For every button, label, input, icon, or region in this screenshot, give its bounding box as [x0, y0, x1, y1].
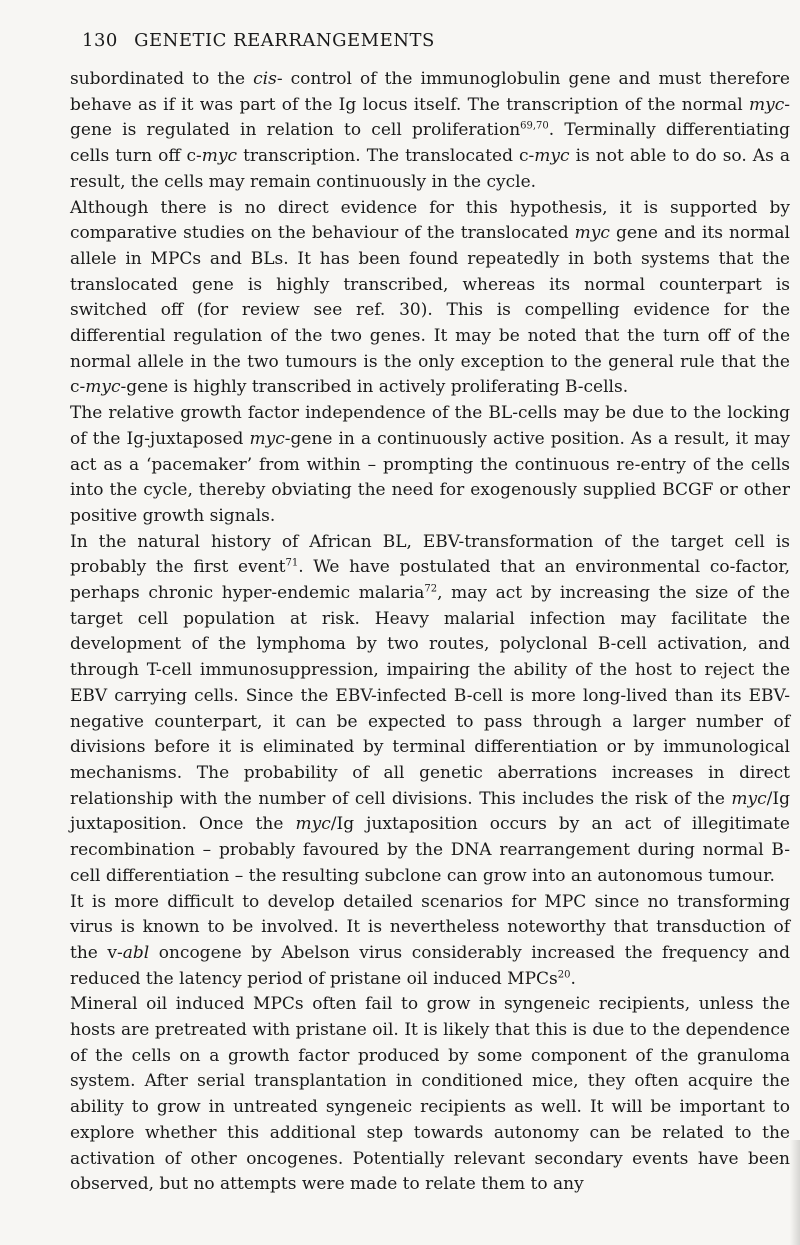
paragraph: Mineral oil induced MPCs often fail to grow in syngeneic recipients, unless the hosts are pretreated with pristane oil. It is likely that this is due to the dependence of the cells on a growth factor produced by some component of the granuloma system. After serial transplantation in conditioned mice, they often acquire the ability to grow in untreated syngeneic recipients as well. It will be important to explore whether this additional step towards autonomy can be related to the activation of other oncogenes. Potentially relevant secondary events have been observed, but no attempts were made to relate them to any: [70, 994, 790, 1195]
page-edge-shadow: [790, 1140, 800, 1245]
reference-citation: 72: [424, 583, 438, 595]
reference-citation: 20: [557, 968, 571, 980]
paragraph: Although there is no direct evidence for this hypothesis, it is supported by comparative studies on the behaviour of the translocated myc gene and its normal allele in MPCs and BLs. It has been found repeatedly in both systems that the translocated gene is highly transcribed, whereas its normal counterpart is switched off (for review see ref. 30). This is compelling evidence for the differential regulation of the two genes. It may be noted that the turn off of the normal allele in the two tumours is the only exception to the general rule that the c-myc-gene is highly transcribed in actively proliferating B-cells.: [70, 197, 790, 398]
running-title: GENETIC REARRANGEMENTS: [134, 30, 435, 51]
reference-citation: 69,70: [520, 120, 549, 132]
reference-citation: 71: [285, 557, 299, 569]
italic-term: myc: [749, 94, 785, 115]
paragraph: In the natural history of African BL, EBV-transformation of the target cell is probably the first event$^{71}$. We have postulated that an environmental co-factor, perhaps chronic hyper-endemic malaria$^{72}$, may act by increasing the size of the target cell population at risk. Heavy malarial infection may facilitate the development of the lymphoma by two routes, polyclonal B-cell activation, and through T-cell immunosuppression, impairing the ability of the host to reject the EBV carrying cells. Since the EBV-infected B-cell is more long-lived than its EBV-negative counterpart, it can be expected to pass through a larger number of divisions before it is eliminated by terminal differentiation or by immunological mechanisms. The probability of all genetic aberrations increases in direct relationship with the number of cell divisions. This includes the risk of the myc/Ig juxtaposition. Once the myc/Ig juxtaposition occurs by an act of illegitimate recombination – probably favoured by the DNA rearrangement during normal B-cell differentiation – the resulting subclone can grow into an autonomous tumour.: [70, 531, 790, 886]
italic-term: myc: [85, 377, 121, 398]
paragraph: It is more difficult to develop detailed scenarios for MPC since no transforming virus is known to be involved. It is nevertheless noteworthy that transduction of the v-abl oncogene by Abelson virus considerably increased the frequency and reduced the latency period of pristane oil induced MPCs$^{20}$.: [70, 891, 790, 989]
body-text: [70, 67, 790, 1198]
book-page: [70, 30, 790, 1198]
italic-term: myc: [295, 814, 331, 835]
paragraph: The relative growth factor independence of the BL-cells may be due to the locking of the Ig-juxtaposed myc-gene in a continuously active position. As a result, it may act as a ‘pacemaker’ from within – prompting the continuous re-entry of the cells into the cycle, thereby obviating the need for exogenously supplied BCGF or other positive growth signals.: [70, 403, 790, 526]
italic-term: myc: [201, 146, 238, 167]
italic-term: abl: [122, 942, 150, 963]
running-head: [82, 30, 790, 51]
italic-term: myc: [731, 788, 767, 809]
paragraph: subordinated to the cis- control of the immunoglobulin gene and must therefore behave as if it was part of the Ig locus itself. The transcription of the normal myc-gene is regulated in relation to cell proliferation$^{69,70}$. Terminally differentiating cells turn off c-myc transcription. The translocated c-myc is not able to do so. As a result, the cells may remain continuously in the cycle.: [70, 69, 790, 192]
italic-term: myc: [249, 428, 285, 449]
page-number: 130: [82, 30, 118, 51]
italic-term: cis: [253, 69, 277, 89]
italic-term: myc: [534, 146, 570, 167]
italic-term: myc: [574, 223, 610, 244]
